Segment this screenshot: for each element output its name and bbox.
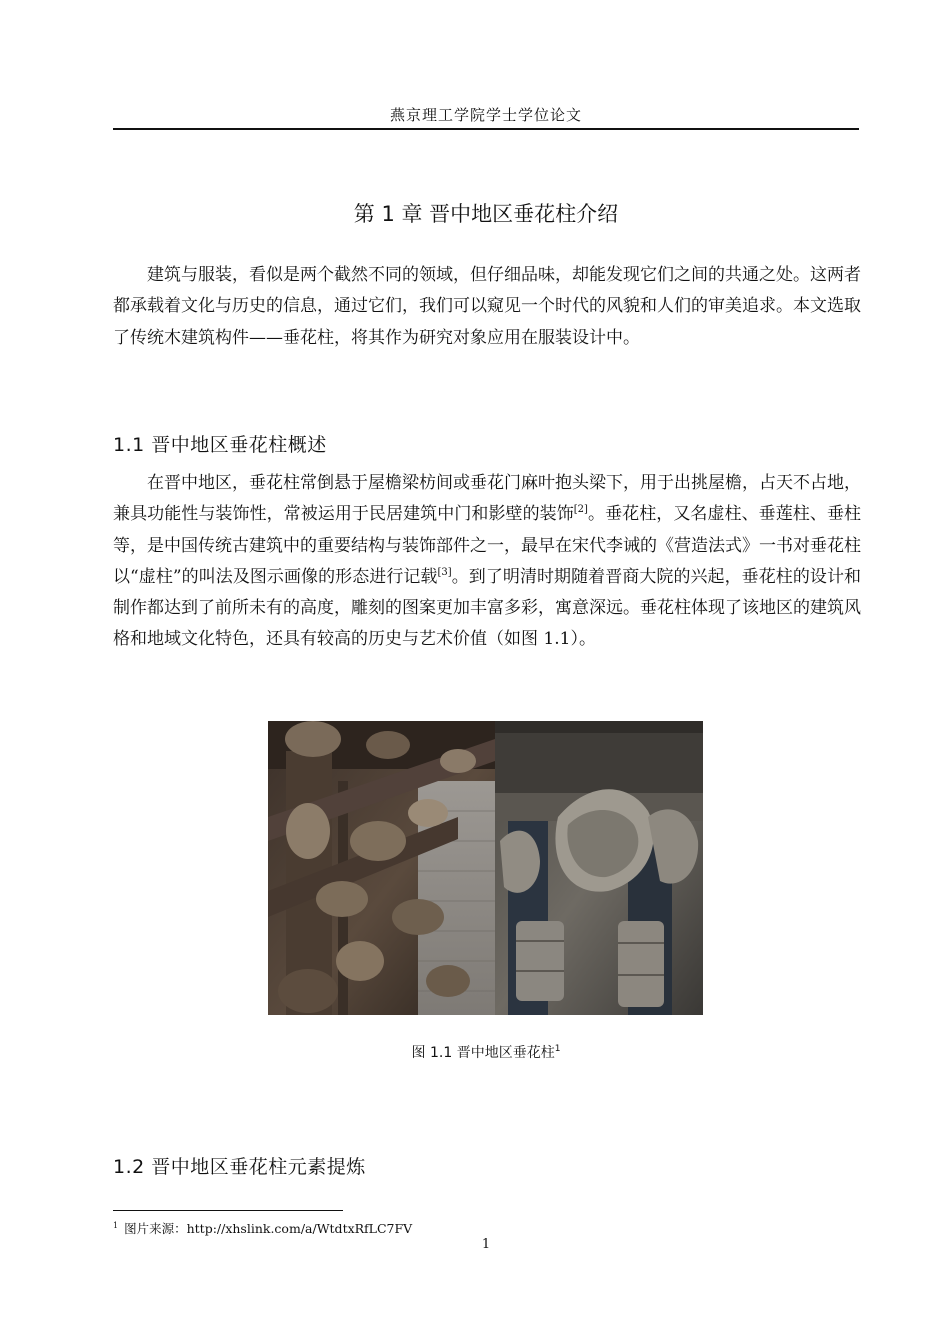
citation-ref-2[interactable]: [2] bbox=[573, 504, 588, 516]
paragraph-text-part: 。垂花柱，又名虚柱、垂莲柱、垂柱等，是中国传统古建筑中的重要结构与装饰部件之一，最早在宋代李诫的《营造法式》一书对垂花柱以“虚柱”的叫法及图示画像的形态进行记载 bbox=[113, 504, 862, 587]
citation-ref-3[interactable]: [3] bbox=[437, 566, 452, 578]
figure-1-1-photo bbox=[268, 721, 703, 1015]
caption-text: 图 1.1 晋中地区垂花柱 bbox=[411, 1045, 555, 1061]
paragraph-text-part: 。到了明清时期随着晋商大院的兴起，垂花柱的设计和制作都达到了前所未有的高度，雕刻的图案更加丰富多彩，寓意深远。垂花柱体现了该地区的建筑风格和地域文化特色，还具有较高的历史与艺术价值（如图 1.1）。 bbox=[113, 566, 862, 650]
footnote bbox=[113, 1219, 412, 1237]
section-heading-1-2: 1.2 晋中地区垂花柱元素提炼 bbox=[113, 1156, 366, 1178]
page-number: 1 bbox=[481, 1237, 491, 1252]
left-photo-panel bbox=[268, 721, 495, 1015]
footnote-rule bbox=[113, 1210, 343, 1211]
footnote-text: 图片来源：http://xhslink.com/a/WtdtxRfLC7FV bbox=[124, 1221, 413, 1236]
footnote-marker[interactable]: 1 bbox=[554, 1044, 561, 1054]
paragraph-text-part: 在晋中地区，垂花柱常倒悬于屋檐梁枋间或垂花门麻叶抱头梁下，用于出挑屋檐，占天不占地，兼具功能性与装饰性，常被运用于民居建筑中门和影壁的装饰 bbox=[113, 473, 861, 525]
section-heading-1-1: 1.1 晋中地区垂花柱概述 bbox=[113, 434, 327, 456]
figure-1-1-caption bbox=[113, 1042, 859, 1062]
header-rule bbox=[113, 128, 859, 130]
running-header: 燕京理工学院学士学位论文 bbox=[389, 106, 582, 124]
right-photo-panel bbox=[495, 721, 703, 1015]
section-1-1-paragraph bbox=[113, 468, 861, 656]
footnote-mark: 1 bbox=[113, 1221, 119, 1230]
chapter-title: 第 1 章 晋中地区垂花柱介绍 bbox=[353, 202, 619, 226]
intro-paragraph: 建筑与服装，看似是两个截然不同的领域，但仔细品味，却能发现它们之间的共通之处。这两者都承载着文化与历史的信息，通过它们，我们可以窥见一个时代的风貌和人们的审美追求。本文选取了传统木建筑构件——垂花柱，将其作为研究对象应用在服装设计中。 bbox=[113, 265, 861, 348]
